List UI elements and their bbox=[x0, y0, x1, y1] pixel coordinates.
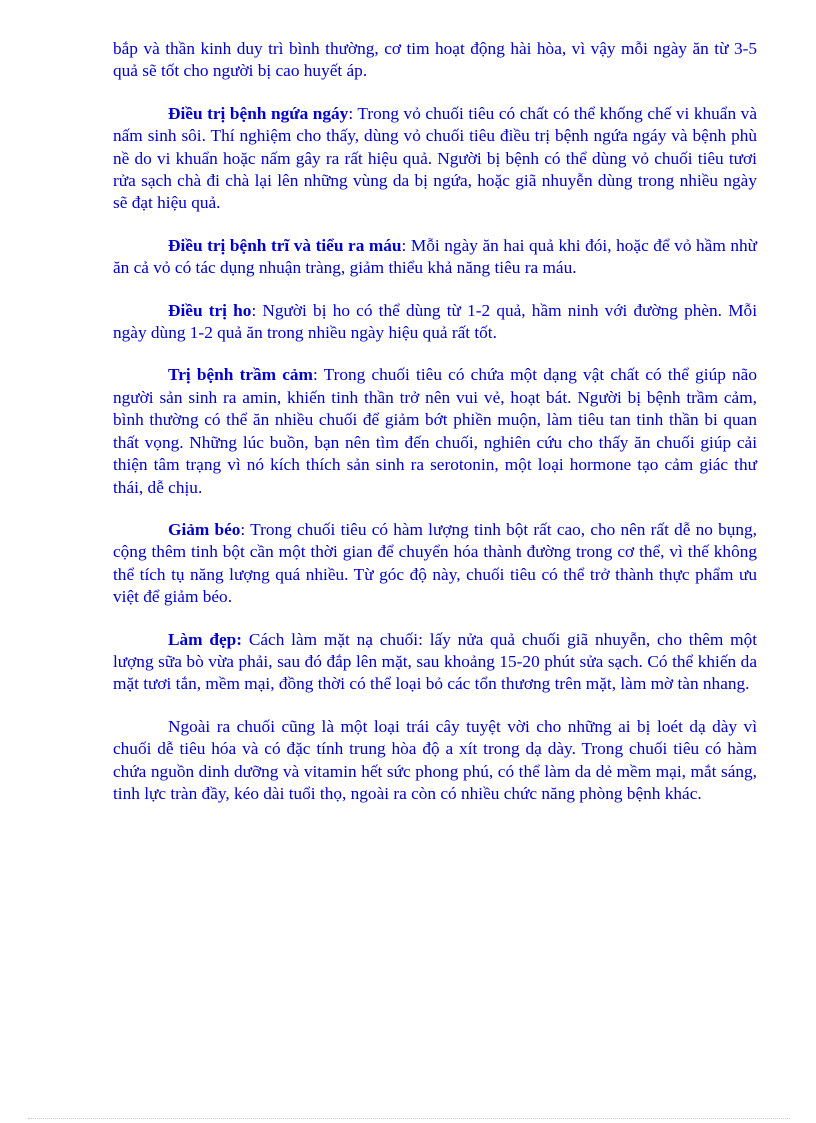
section-heading-itching: Điều trị bệnh ngứa ngáy bbox=[168, 103, 349, 123]
section-heading-depression: Trị bệnh trầm cảm bbox=[168, 365, 313, 385]
paragraph-itching bbox=[113, 103, 757, 215]
paragraph-closing: Ngoài ra chuối cũng là một loại trái cây tuyệt vời cho những ai bị loét dạ dày vì chuối dễ tiêu hóa và có đặc tính trung hòa độ a xít trong dạ dày. Trong chuối tiêu có hàm chứa nguồn dinh dưỡng và vitamin hết sức phong phú, có thể làm da dẻ mềm mại, mắt sáng, tinh lực tràn đầy, kéo dài tuổi thọ, ngoài ra còn có nhiều chức năng phòng bệnh khác. bbox=[113, 716, 757, 803]
section-body-hemorrhoids: : Mỗi ngày ăn hai quả khi đói, hoặc để vỏ hầm nhừ ăn cả vỏ có tác dụng nhuận tràng, giảm thiểu khả năng tiêu ra máu. bbox=[113, 235, 757, 278]
section-body-itching: : Trong vỏ chuối tiêu có chất có thể khống chế vi khuẩn và nấm sinh sôi. Thí nghiệm cho thấy, dùng vỏ chuối tiêu điều trị bệnh ngứa ngáy và bệnh phù nề do vi khuẩn hoặc nấm gây ra rất hiệu quả. Người bị bệnh có thể dùng vỏ chuối tiêu tươi rửa sạch chà đi chà lại lên những vùng da bị ngứa, hoặc giã nhuyễn dùng trong nhiều ngày sẽ đạt hiệu quả. bbox=[113, 103, 757, 213]
section-body-beauty: Cách làm mặt nạ chuối: lấy nửa quả chuối giã nhuyễn, cho thêm một lượng sữa bò vừa phải, sau đó đắp lên mặt, sau khoảng 15-20 phút sửa sạch. Có thể khiến da mặt tươi tắn, mềm mại, đồng thời có thể loại bỏ các tổn thương trên mặt, làm mờ tàn nhang. bbox=[113, 629, 758, 694]
paragraph-continuation: bắp và thần kinh duy trì bình thường, cơ tim hoạt động hài hòa, vì vậy mỗi ngày ăn từ 3-5 quả sẽ tốt cho người bị cao huyết áp. bbox=[113, 39, 757, 81]
section-heading-hemorrhoids: Điều trị bệnh trĩ và tiểu ra máu bbox=[168, 235, 402, 255]
paragraph-weight-loss bbox=[113, 519, 757, 609]
section-heading-beauty: Làm đẹp: bbox=[168, 629, 243, 649]
page-bottom-rule bbox=[28, 1118, 790, 1119]
paragraph-beauty bbox=[113, 629, 757, 696]
section-heading-cough: Điều trị ho bbox=[168, 300, 252, 320]
paragraph-depression bbox=[113, 364, 757, 498]
section-heading-weight-loss: Giảm béo bbox=[168, 519, 241, 539]
document-page bbox=[113, 38, 757, 825]
section-body-cough: : Người bị ho có thể dùng từ 1-2 quả, hầm ninh với đường phèn. Mỗi ngày dùng 1-2 quả ăn trong nhiều ngày hiệu quả rất tốt. bbox=[113, 300, 757, 343]
paragraph-hemorrhoids bbox=[113, 235, 757, 280]
section-body-depression: : Trong chuối tiêu có chứa một dạng vật chất có thể giúp não người sản sinh ra amin, khiến tinh thần trở nên vui vẻ, hoạt bát. Người bị bệnh trầm cảm, bình thường có thể ăn nhiều chuối để giảm bớt phiền muộn, làm tiêu tan tinh thần bi quan thất vọng. Những lúc buồn, bạn nên tìm đến chuối, nghiên cứu cho thấy ăn chuối giúp cải thiện tâm trạng vì nó kích thích sản sinh ra serotonin, một loại hormone tạo cảm giác thư thái, dễ chịu. bbox=[113, 365, 757, 497]
paragraph-cough bbox=[113, 300, 757, 345]
section-body-weight-loss: : Trong chuối tiêu có hàm lượng tinh bột rất cao, cho nên rất dễ no bụng, cộng thêm tinh bột cần một thời gian để chuyển hóa thành đường trong cơ thể, vì thế không thể tích tụ năng lượng quá nhiều. Từ góc độ này, chuối tiêu có thể trở thành thực phẩm ưu việt để giảm béo. bbox=[113, 519, 757, 607]
